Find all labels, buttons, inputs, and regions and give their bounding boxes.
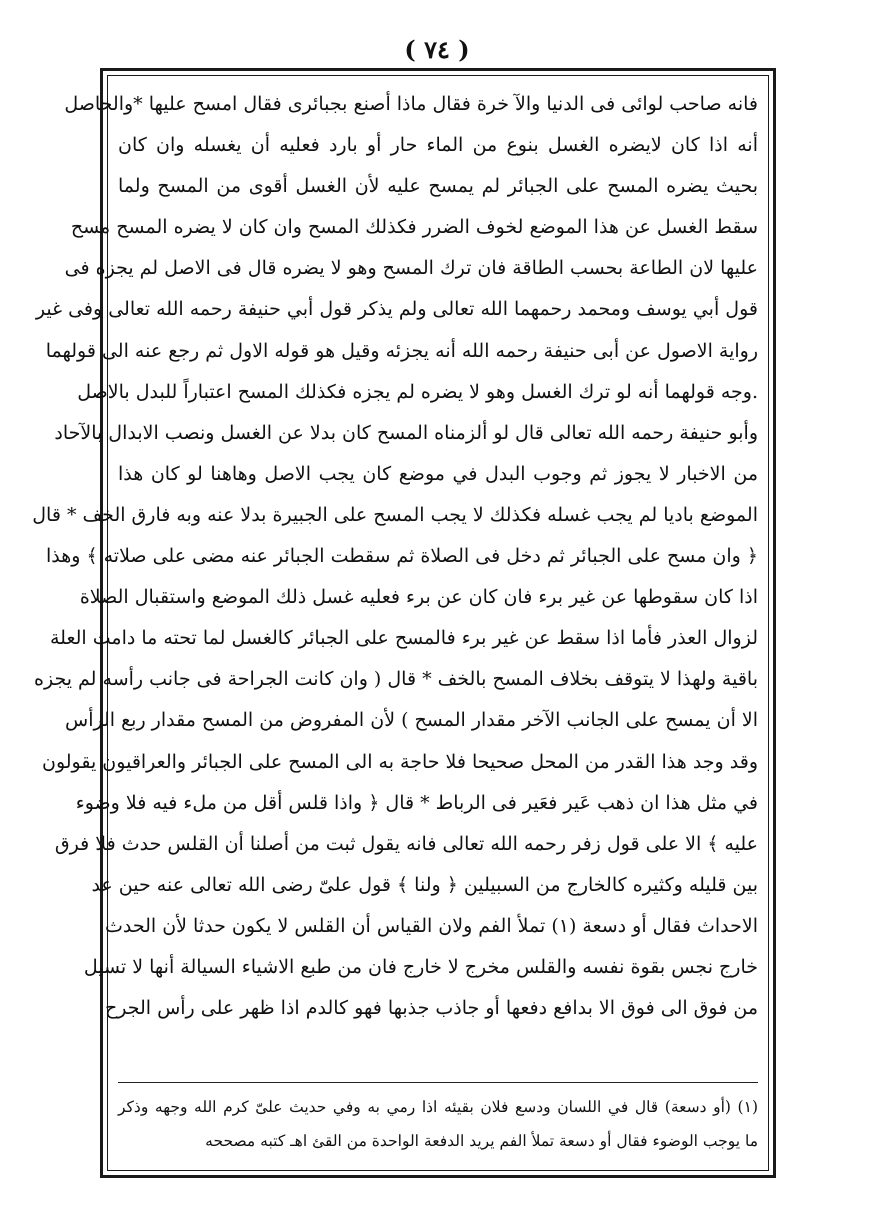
text-line: أنه اذا كان لايضره الغسل بنوع من الماء حار أو بارد فعليه أن يغسله وان كان xyxy=(118,134,758,157)
text-line: وقد وجد هذا القدر من المحل صحيحا فلا حاجة به الى المسح على الجبائر والعراقيون يقولون xyxy=(42,750,758,773)
page-number: ( ٧٤ ) xyxy=(404,35,470,64)
text-line: الا أن يمسح على الجانب الآخر مقدار المسح ) لأن المفروض من المسح مقدار ربع الرأس xyxy=(65,709,758,732)
body-text xyxy=(32,84,758,1029)
text-line: عليها لان الطاعة بحسب الطاقة فان ترك المسح وهو لا يضره قال فى الاصل لم يجزه فى xyxy=(64,257,758,280)
text-line: لزوال العذر فأما اذا سقط عن غير برء فالمسح على الجبائر كالغسل لما تحته ما دامت العلة xyxy=(50,627,758,650)
text-line: خارج نجس بقوة نفسه والقلس مخرج لا خارج فان من طبع الاشياء السيالة أنها لا تسيل xyxy=(83,955,758,978)
text-line: سقط الغسل عن هذا الموضع لخوف الضرر فكذلك المسح وان كان لا يضره المسح مسح xyxy=(70,216,758,239)
footnotes xyxy=(118,1090,758,1158)
text-line: قول أبي يوسف ومحمد رحمهما الله تعالى ولم يذكر قول أبي حنيفة رحمه الله تعالى وفى غير xyxy=(35,298,758,321)
text-line: اذا كان سقوطها عن غير برء فان كان عن برء فعليه غسل ذلك الموضع واستقبال الصلاة xyxy=(79,586,758,609)
text-line: عليه ﴾ الا على قول زفر رحمه الله تعالى فانه يقول ثبت من أصلنا أن القلس حدث فلا فرق xyxy=(54,832,758,855)
text-line: ﴿ وان مسح على الجبائر ثم دخل فى الصلاة ثم سقطت الجبائر عنه مضى على صلاته ﴾ وهذا xyxy=(45,545,758,568)
text-line: في مثل هذا ان ذهب عَير فعَير فى الرباط * قال ﴿ واذا قلس أقل من ملء فيه فلا وضوء xyxy=(75,791,758,814)
text-line: من فوق الى فوق الا بدافع دفعها أو جاذب جذبها فهو كالدم اذا ظهر على رأس الجرح xyxy=(104,997,758,1020)
text-line: رواية الاصول عن أبى حنيفة رحمه الله أنه يجزئه وقيل هو قوله الاول ثم رجع عنه الى قولهما xyxy=(45,339,758,362)
footnote-divider xyxy=(118,1082,758,1083)
footnote-line: (١) (أو دسعة) قال في اللسان ودسع فلان بقيئه اذا رمي به وفي حديث علىّ كرم الله وجهه وذكر xyxy=(118,1098,758,1116)
text-line: وأبو حنيفة رحمه الله تعالى قال لو ألزمناه المسح كان بدلا عن الغسل ونصب الابدال بالآحاد xyxy=(54,421,758,444)
footnote-line: ما يوجب الوضوء فقال أو دسعة تملأ الفم يريد الدفعة الواحدة من القئ اهـ كتبه مصححه xyxy=(205,1132,758,1150)
text-line: الموضع باديا لم يجب غسله فكذلك لا يجب المسح على الجبيرة بدلا عنه وبه فارق الخف * قال xyxy=(32,503,758,526)
text-line: فانه صاحب لوائى فى الدنيا والآ خرة فقال ماذا أصنع بجبائرى فقال امسح عليها *والحاصل xyxy=(64,93,758,115)
text-line: من الاخبار لا يجوز ثم وجوب البدل في موضع كان يجب الاصل وهاهنا لو كان هذا xyxy=(118,462,758,485)
text-line: بحيث يضره المسح على الجبائر لم يمسح عليه لأن الغسل أقوى من المسح ولما xyxy=(118,175,758,198)
text-line: الاحداث فقال أو دسعة (١) تملأ الفم ولان القياس أن القلس لا يكون حدثا لأن الحدث xyxy=(105,914,758,937)
text-line: .وجه قولهما أنه لو ترك الغسل وهو لا يضره لم يجزه فكذلك المسح اعتباراً للبدل بالاصل xyxy=(77,380,758,403)
text-line: بين قليله وكثيره كالخارج من السبيلين ﴿ ولنا ﴾ قول علىّ رضى الله تعالى عنه حين عد xyxy=(91,873,758,896)
text-line: باقية ولهذا لا يتوقف بخلاف المسح بالخف * قال ( وان كانت الجراحة فى جانب رأسه لم يجزه xyxy=(34,668,758,691)
